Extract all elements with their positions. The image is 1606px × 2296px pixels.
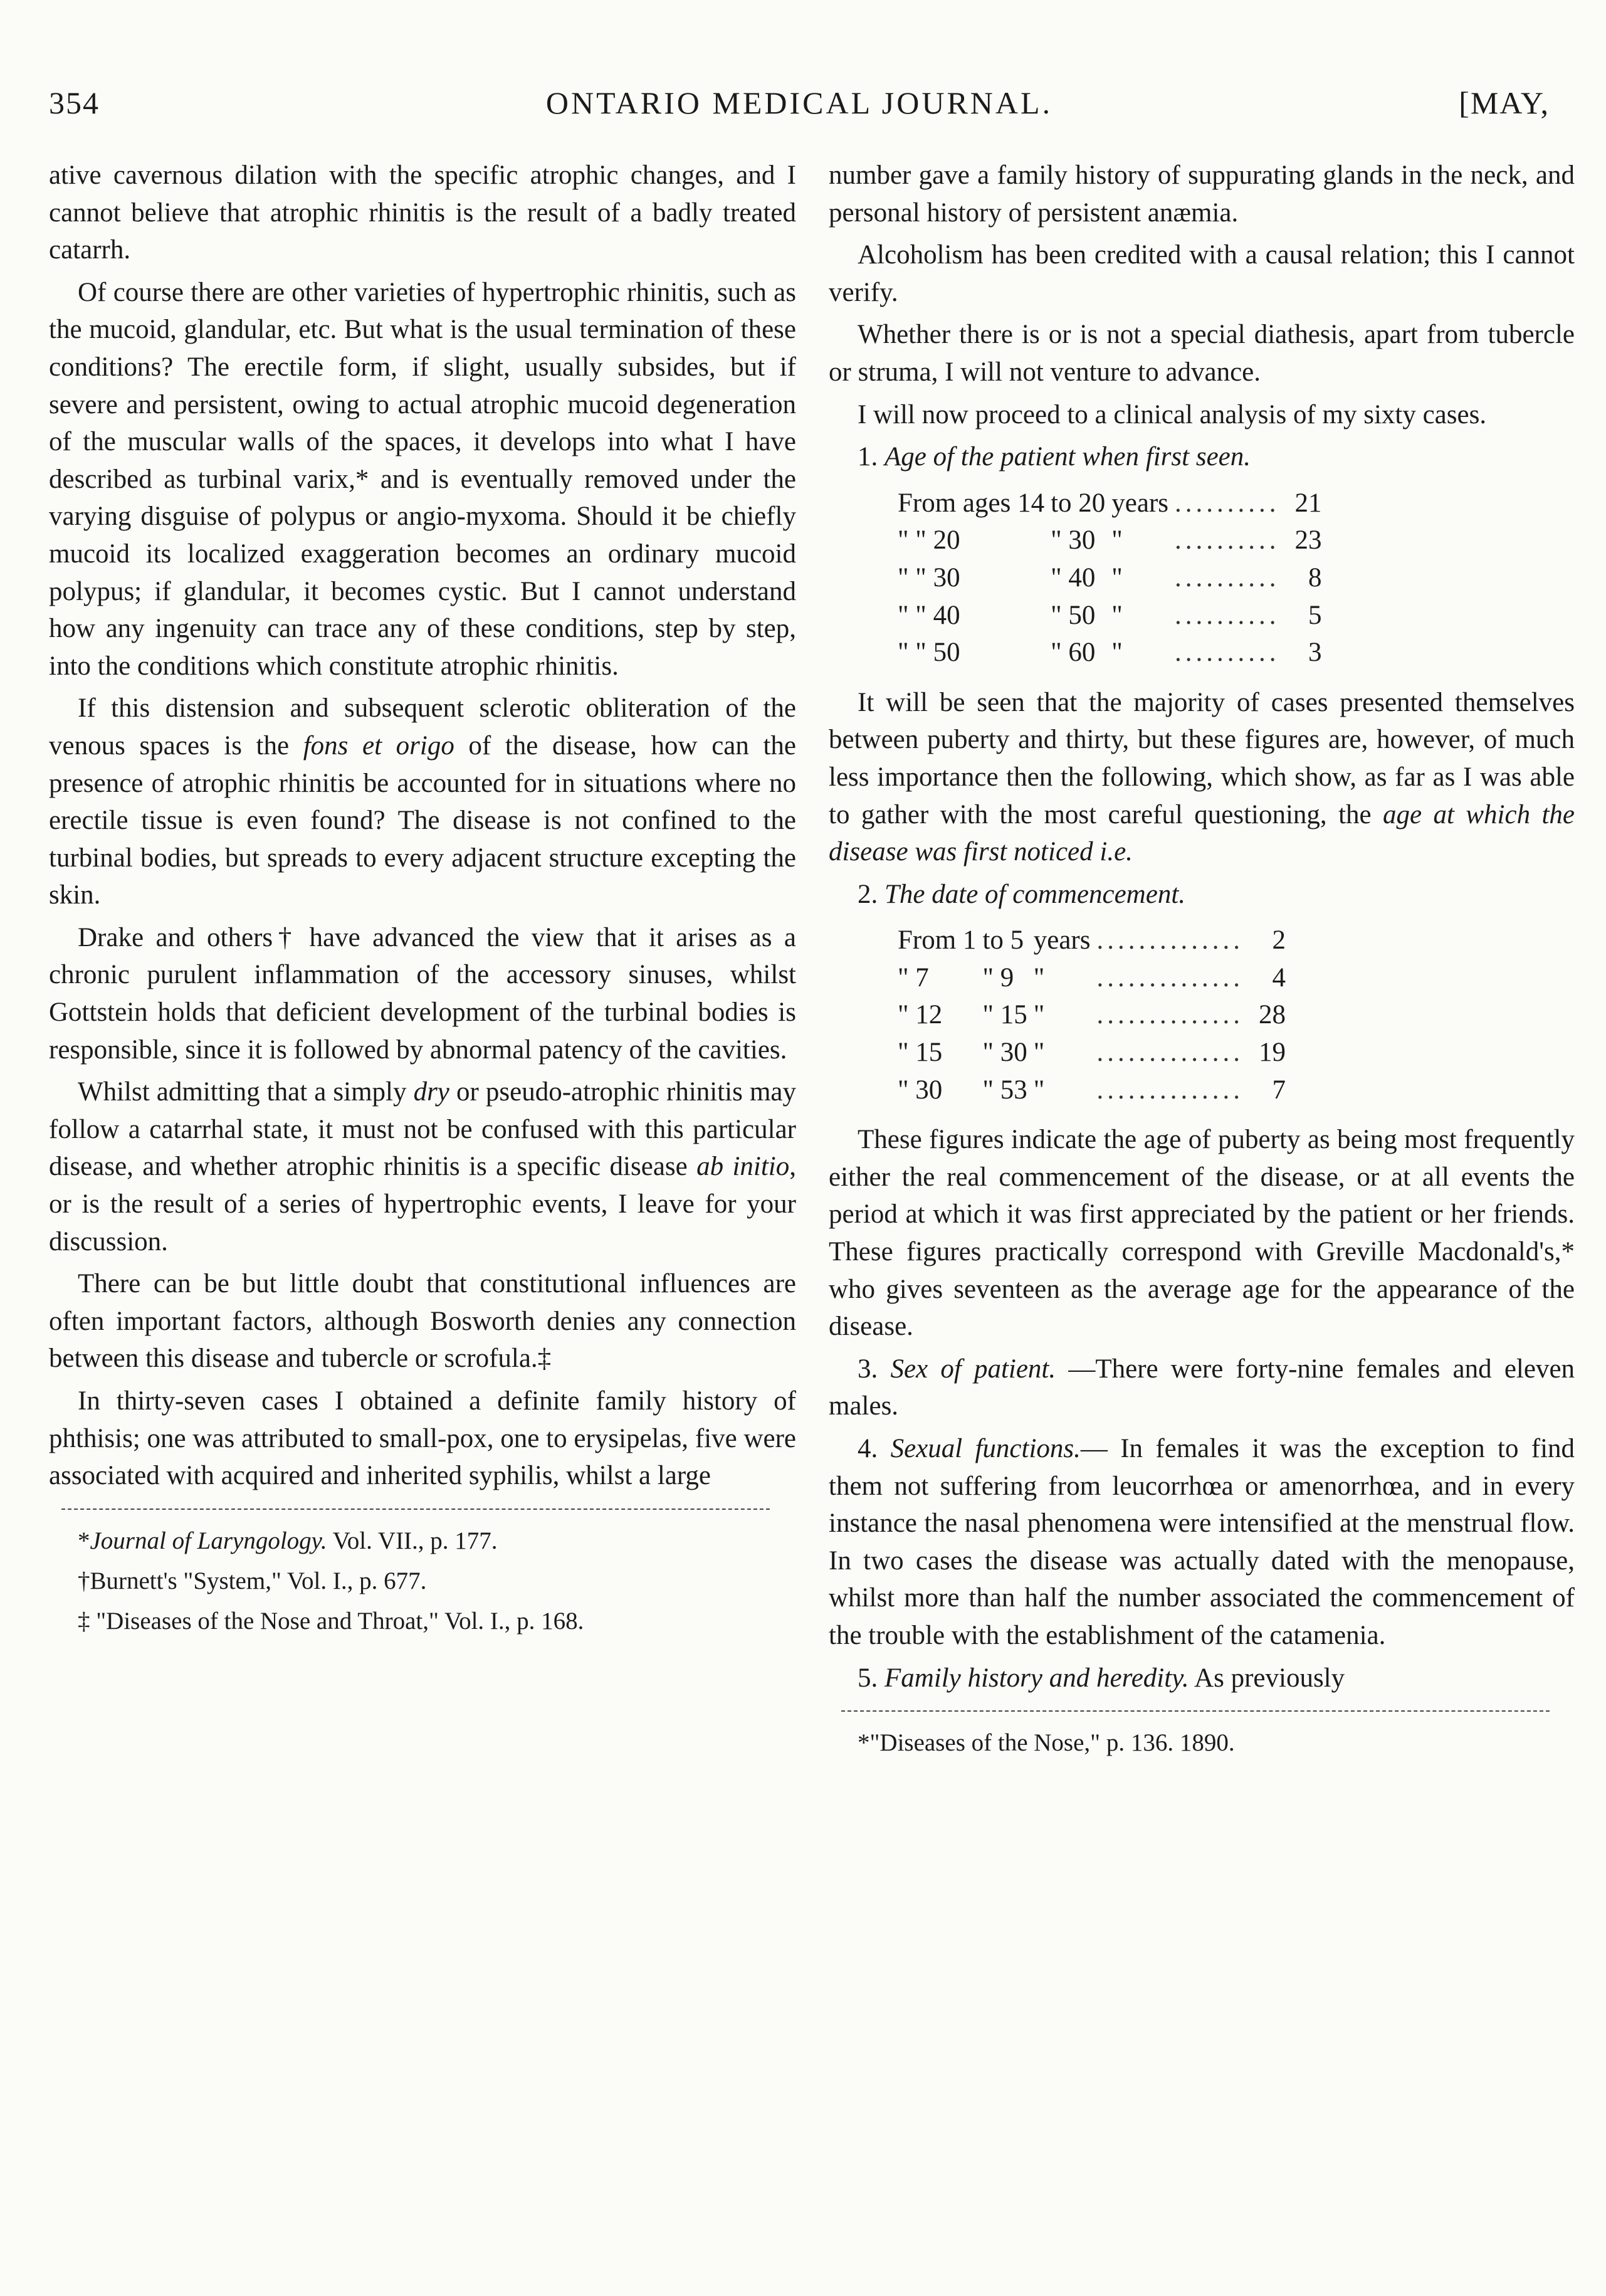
table-row: " 30 " 53 " .............. 7 <box>898 1075 1286 1105</box>
paragraph: number gave a family history of suppurating glands in the neck, and personal history of persistent anæmia. <box>829 161 1575 228</box>
table-row: " " 50 " 60 " .......... 3 <box>898 638 1322 668</box>
footnote: *Journal of Laryngology. Vol. VII., p. 177. <box>78 1527 498 1554</box>
paragraph: In thirty-seven cases I obtained a definite family history of phthisis; one was attributed to small-pox, one to erysipelas, five were associated with acquired and inherited syphilis, whilst a large <box>49 1386 796 1491</box>
paragraph: These figures indicate the age of puberty as being most frequently either the real commencement of the disease, or at all events the period at which it was first appreciated by the patient or her friends. These figures practically correspond with Greville Macdonald's,* who gives seventeen as the average age for the appearance of the disease. <box>829 1125 1575 1342</box>
paragraph: 3. Sex of patient. —There were forty-nine females and eleven males. <box>829 1354 1575 1421</box>
commencement-table <box>898 922 1286 1109</box>
page-header <box>49 85 1550 129</box>
issue-month: [MAY, <box>1459 85 1550 120</box>
footnote-divider <box>841 1710 1550 1712</box>
table-row: From ages 14 to 20 years .......... 21 <box>898 488 1322 518</box>
table-row: " 15 " 30 " .............. 19 <box>898 1038 1286 1068</box>
paragraph: I will now proceed to a clinical analysis of my sixty cases. <box>858 399 1487 429</box>
journal-title: ONTARIO MEDICAL JOURNAL. <box>545 85 1053 120</box>
left-column <box>49 157 796 1644</box>
paragraph: Alcoholism has been credited with a causal relation; this I cannot verify. <box>829 240 1575 307</box>
paragraph: Of course there are other varieties of hypertrophic rhinitis, such as the mucoid, glandular, etc. But what is the usual termination of these conditions? The erectile form, if slight, usually subsides, but if severe and persistent, owing to actual atrophic mucoid degeneration of the muscular walls of the spaces, it develops into what I have described as turbinal varix,* and is eventually removed under the varying disguise of polypus or angio-myxoma. Should it be chiefly mucoid its localized exaggeration becomes an ordinary mucoid polypus; if glandular, it becomes cystic. But I cannot understand how any ingenuity can trace any of these conditions, step by step, into the conditions which constitute atrophic rhinitis. <box>49 277 796 681</box>
paragraph: There can be but little doubt that constitutional influences are often important factors, although Bosworth denies any connection between this disease and tubercle or scrofula.‡ <box>49 1269 796 1374</box>
table-row: " " 40 " 50 " .......... 5 <box>898 600 1322 630</box>
table-row: " 7 " 9 " .............. 4 <box>898 962 1286 993</box>
paragraph: 5. Family history and heredity. As previously <box>858 1663 1345 1693</box>
table-row: " " 20 " 30 " .......... 23 <box>898 525 1322 556</box>
footnote: *"Diseases of the Nose," p. 136. 1890. <box>858 1729 1235 1757</box>
section-heading-commencement: 2. The date of commencement. <box>858 879 1186 909</box>
section-heading-age: 1. Age of the patient when first seen. <box>858 442 1251 472</box>
paragraph: Whether there is or is not a special diathesis, apart from tubercle or struma, I will not venture to advance. <box>829 320 1575 387</box>
table-row: " 12 " 15 " .............. 28 <box>898 1000 1286 1030</box>
footnote: ‡ "Diseases of the Nose and Throat," Vol. I., p. 168. <box>78 1607 584 1635</box>
table-row: " " 30 " 40 " .......... 8 <box>898 562 1322 592</box>
paragraph: Whilst admitting that a simply dry or pseudo-atrophic rhinitis may follow a catarrhal state, it must not be confused with this particular disease, and whether atrophic rhinitis is a specific disease ab initio, or is the result of a series of hypertrophic events, I leave for your discussion. <box>49 1077 796 1256</box>
footnote-divider <box>61 1509 770 1510</box>
paragraph: It will be seen that the majority of cases presented themselves between puberty and thirty, but these figures are, however, of much less importance then the following, which show, as far as I was able to gather with the most careful questioning, the age at which the disease was first noticed i.e. <box>829 687 1575 867</box>
paragraph: Drake and others† have advanced the view that it arises as a chronic purulent inflammation of the accessory sinuses, whilst Gottstein holds that deficient development of the turbinal bodies is responsible, since it is followed by abnormal patency of the cavities. <box>49 922 796 1065</box>
latin-phrase: fons et origo <box>303 730 454 761</box>
table-row: From 1 to 5 years .............. 2 <box>898 925 1286 956</box>
footnote: †Burnett's "System," Vol. I., p. 677. <box>78 1567 427 1594</box>
age-first-seen-table <box>898 485 1322 671</box>
paragraph: If this distension and subsequent sclerotic obliteration of the venous spaces is the fons et origo of the disease, how can the presence of atrophic rhinitis be accounted for in situations where no erectile tissue is even found? The disease is not confined to the turbinal bodies, but spreads to every adjacent structure excepting the skin. <box>49 693 797 910</box>
page-number: 354 <box>49 85 100 120</box>
paragraph: ative cavernous dilation with the specific atrophic changes, and I cannot believe that atrophic rhinitis is the result of a badly treated catarrh. <box>49 161 796 265</box>
right-column <box>829 157 1575 1766</box>
paragraph: 4. Sexual functions.— In females it was the exception to find them not suffering from leucorrhœa or amenorrhœa, and in every instance the nasal phenomena were intensified at the menstrual flow. In two cases the disease was actually dated with the menopause, whilst more than half the number associated the commencement of the trouble with the establishment of the catamenia. <box>829 1434 1575 1650</box>
